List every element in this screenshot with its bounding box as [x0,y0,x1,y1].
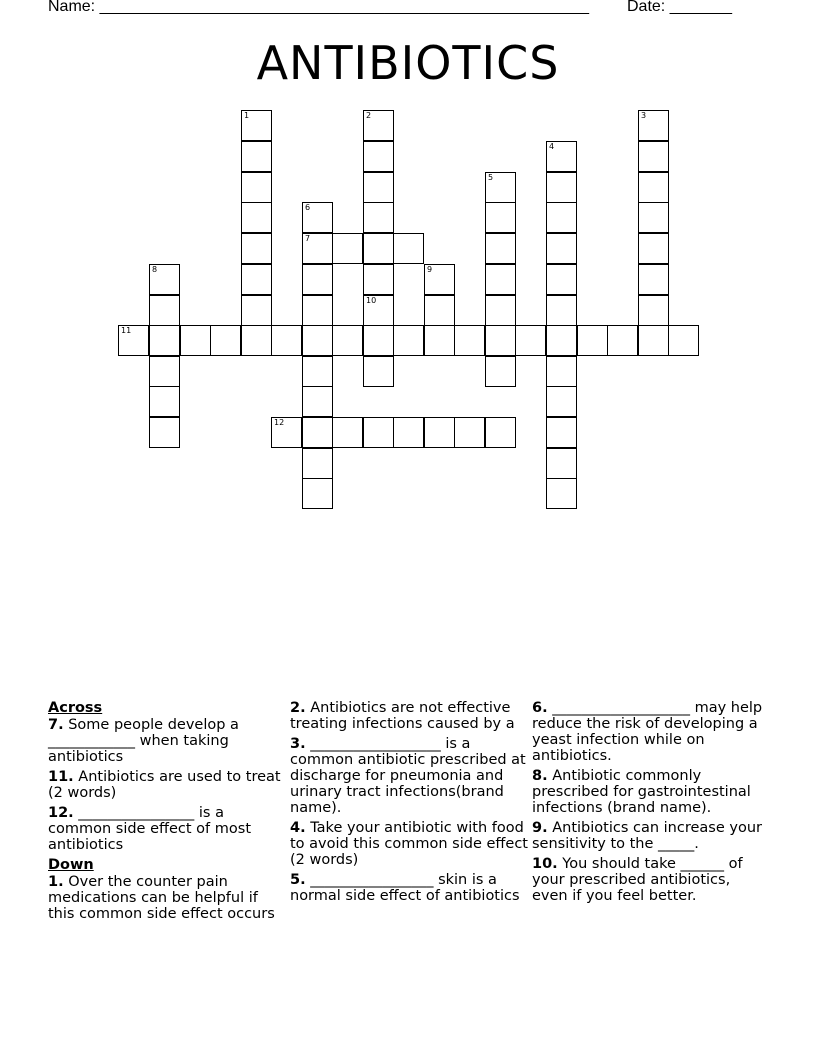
clue-number: 3. [290,736,306,752]
grid-cell[interactable] [638,264,669,295]
grid-cell[interactable] [485,172,516,203]
name-field-label: Name: _______________________________________________________ [48,0,589,15]
cell-number: 7 [305,234,311,243]
grid-cell[interactable] [302,356,333,387]
grid-cell[interactable] [424,264,455,295]
clue-column-3 [532,700,770,908]
clue-number: 9. [532,820,548,836]
clue-column-1 [48,700,286,926]
date-field-label: Date: _______ [627,0,732,15]
clue-item [48,769,286,801]
grid-cell[interactable] [302,295,333,326]
down-heading: Down [48,857,94,873]
grid-cell[interactable] [454,417,485,448]
cell-number: 6 [305,203,311,212]
grid-cell[interactable] [118,325,149,356]
clue-item [290,700,528,732]
grid-cell[interactable] [577,325,608,356]
clue-number: 1. [48,874,64,890]
grid-cell[interactable] [638,325,669,356]
grid-cell[interactable] [271,417,302,448]
clue-text: Over the counter pain medications can be helpful if this common side effect occurs [48,874,275,922]
across-heading: Across [48,700,103,716]
clue-item [532,820,770,852]
grid-cell[interactable] [546,233,577,264]
clue-item [290,820,528,868]
clue-number: 6. [532,700,548,716]
grid-cell[interactable] [485,264,516,295]
grid-cell[interactable] [149,325,180,356]
cell-number: 5 [488,173,494,182]
grid-cell[interactable] [363,325,394,356]
clue-text: Antibiotic commonly prescribed for gastrointestinal infections (brand name). [532,768,751,816]
grid-cell[interactable] [546,478,577,509]
cell-number: 12 [274,418,285,427]
cell-number: 11 [121,326,132,335]
grid-cell[interactable] [546,356,577,387]
grid-cell[interactable] [607,325,638,356]
grid-cell[interactable] [180,325,211,356]
clue-number: 7. [48,717,64,733]
grid-cell[interactable] [546,295,577,326]
grid-cell[interactable] [393,325,424,356]
grid-cell[interactable] [210,325,241,356]
grid-cell[interactable] [638,110,669,141]
grid-cell[interactable] [149,417,180,448]
grid-cell[interactable] [668,325,699,356]
grid-cell[interactable] [546,448,577,479]
clue-item [48,805,286,853]
clue-text: Take your antibiotic with food to avoid this common side effect (2 words) [290,820,528,868]
grid-cell[interactable] [485,417,516,448]
grid-cell[interactable] [332,233,363,264]
grid-cell[interactable] [485,295,516,326]
grid-cell[interactable] [332,325,363,356]
clue-text: Antibiotics are used to treat (2 words) [48,769,281,801]
grid-cell[interactable] [241,172,272,203]
clue-number: 5. [290,872,306,888]
grid-cell[interactable] [638,233,669,264]
clue-item [290,872,528,904]
clue-number: 4. [290,820,306,836]
clue-item [532,856,770,904]
grid-cell[interactable] [302,448,333,479]
clue-text: Antibiotics are not effective treating infections caused by a [290,700,515,732]
grid-cell[interactable] [241,110,272,141]
grid-cell[interactable] [363,141,394,172]
clue-number: 2. [290,700,306,716]
clue-number: 10. [532,856,558,872]
cell-number: 4 [549,142,555,151]
clue-number: 8. [532,768,548,784]
grid-cell[interactable] [546,202,577,233]
grid-cell[interactable] [638,295,669,326]
grid-cell[interactable] [424,295,455,326]
grid-cell[interactable] [302,386,333,417]
clue-text: ________________ is a common side effect of most antibiotics [48,805,251,853]
grid-cell[interactable] [638,141,669,172]
grid-cell[interactable] [546,141,577,172]
grid-cell[interactable] [485,233,516,264]
grid-cell[interactable] [241,325,272,356]
grid-cell[interactable] [546,386,577,417]
grid-cell[interactable] [393,417,424,448]
grid-cell[interactable] [271,325,302,356]
grid-cell[interactable] [241,141,272,172]
clue-text: _________________ skin is a normal side effect of antibiotics [290,872,520,904]
grid-cell[interactable] [363,264,394,295]
grid-cell[interactable] [546,325,577,356]
grid-cell[interactable] [149,295,180,326]
clue-item [48,717,286,765]
grid-cell[interactable] [302,233,333,264]
clue-number: 11. [48,769,74,785]
clue-text: Some people develop a ____________ when taking antibiotics [48,717,239,765]
grid-cell[interactable] [515,325,546,356]
clue-item [532,700,770,764]
grid-cell[interactable] [638,202,669,233]
grid-cell[interactable] [302,202,333,233]
cell-number: 9 [427,265,433,274]
grid-cell[interactable] [485,356,516,387]
grid-cell[interactable] [424,417,455,448]
grid-cell[interactable] [302,417,333,448]
grid-cell[interactable] [485,202,516,233]
cell-number: 2 [366,111,372,120]
grid-cell[interactable] [363,202,394,233]
page-title: ANTIBIOTICS [256,36,560,90]
grid-cell[interactable] [302,325,333,356]
grid-cell[interactable] [302,264,333,295]
grid-cell[interactable] [454,325,485,356]
grid-cell[interactable] [241,264,272,295]
grid-cell[interactable] [363,172,394,203]
grid-cell[interactable] [149,264,180,295]
cell-number: 1 [244,111,250,120]
clue-text: ___________________ may help reduce the risk of developing a yeast infection while on antibiotics. [532,700,763,764]
grid-cell[interactable] [149,386,180,417]
grid-cell[interactable] [302,478,333,509]
clue-text: __________________ is a common antibiotic prescribed at discharge for pneumonia and urinary tract infections(brand name). [290,736,526,816]
clue-item [290,736,528,816]
grid-cell[interactable] [546,417,577,448]
grid-cell[interactable] [363,417,394,448]
grid-cell[interactable] [241,202,272,233]
grid-cell[interactable] [363,233,394,264]
grid-cell[interactable] [424,325,455,356]
grid-cell[interactable] [149,356,180,387]
cell-number: 10 [366,296,377,305]
clue-item [532,768,770,816]
grid-cell[interactable] [638,172,669,203]
clue-text: You should take ______ of your prescribed antibiotics, even if you feel better. [532,856,743,904]
grid-cell[interactable] [393,233,424,264]
cell-number: 3 [641,111,647,120]
grid-cell[interactable] [363,356,394,387]
grid-cell[interactable] [241,233,272,264]
clue-number: 12. [48,805,74,821]
grid-cell[interactable] [363,295,394,326]
grid-cell[interactable] [241,295,272,326]
grid-cell[interactable] [546,172,577,203]
clue-item [48,874,286,922]
clue-text: Antibiotics can increase your sensitivity to the _____. [532,820,762,852]
grid-cell[interactable] [485,325,516,356]
cell-number: 8 [152,265,158,274]
grid-cell[interactable] [363,110,394,141]
grid-cell[interactable] [332,417,363,448]
clue-column-2 [290,700,528,908]
grid-cell[interactable] [546,264,577,295]
